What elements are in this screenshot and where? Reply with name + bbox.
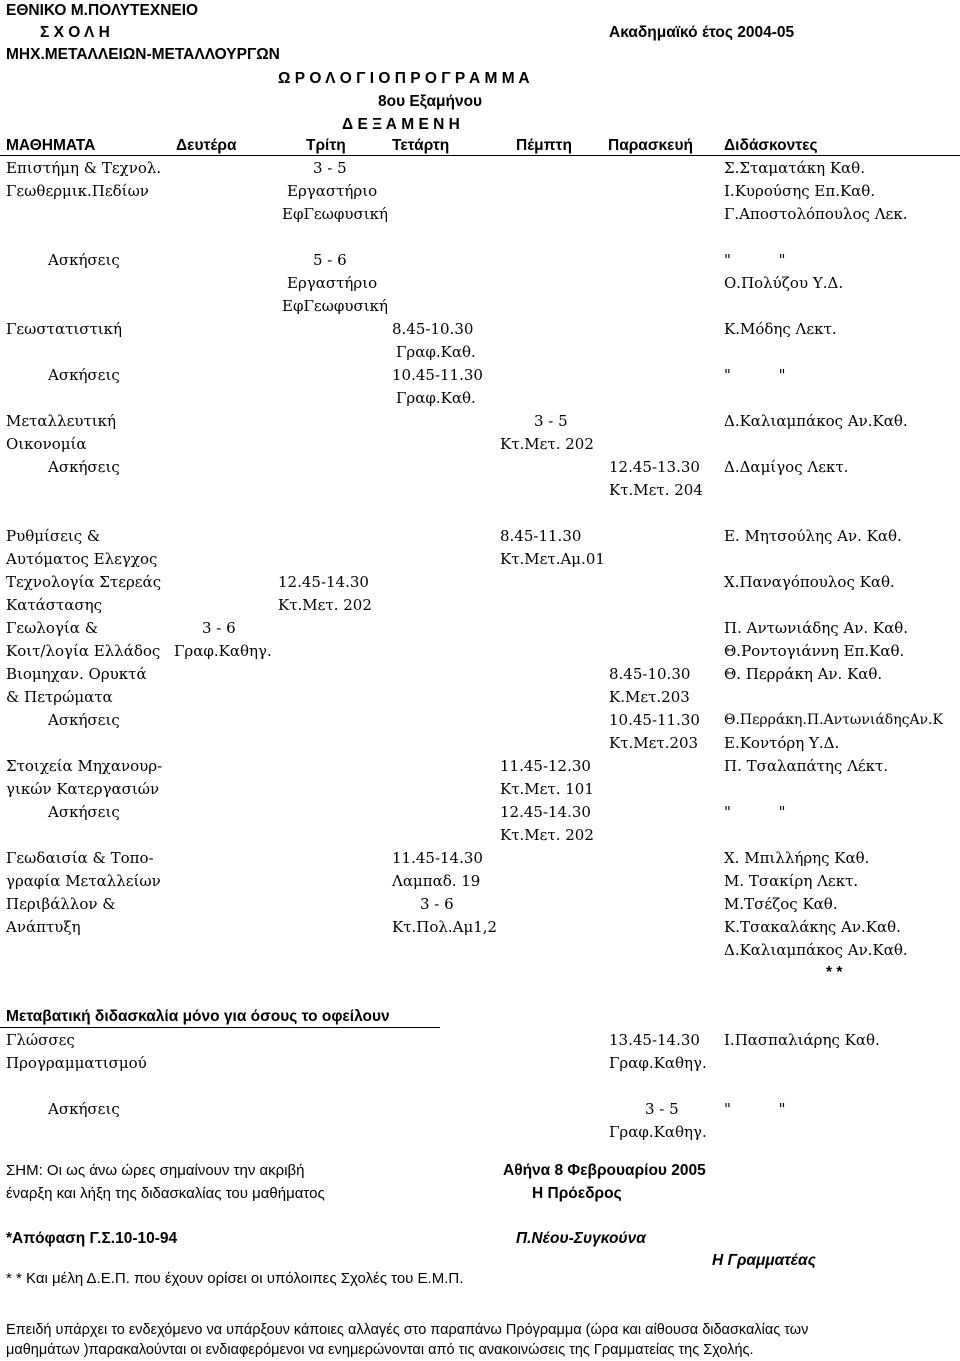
cell-text: Σ.Σταματάκη Καθ. (724, 159, 865, 177)
cell-text: Ι.Κυρούσης Επ.Καθ. (724, 182, 876, 200)
cell-text: Ι.Πασπαλιάρης Καθ. (724, 1031, 880, 1049)
cell-text: Δ.Καλιαμπάκος Αν.Καθ. (724, 941, 908, 959)
cell-text: Κοιτ/λογία Ελλάδος (6, 642, 161, 660)
cell-text: γικών Κατεργασιών (6, 780, 160, 798)
cell-text: " " (724, 1100, 786, 1118)
page-title: Ω Ρ Ο Λ Ο Γ Ι Ο Π Ρ Ο Γ Ρ Α Μ Μ Α (278, 70, 530, 87)
cell-text: Μ.Τσέζος Καθ. (724, 895, 838, 913)
col-header-tuesday: Τρίτη (306, 137, 346, 154)
decision-reference: *Απόφαση Γ.Σ.10-10-94 (6, 1230, 178, 1247)
secretary-title: Η Γραμματέας (712, 1252, 816, 1269)
cell-text: Εργαστήριο (287, 182, 378, 200)
cell-text: Π. Τσαλαπάτης Λέκτ. (724, 757, 889, 775)
cell-text: Ασκήσεις (48, 251, 120, 269)
cell-text: Γ.Αποστολόπουλος Λεκ. (724, 205, 908, 223)
cell-text: 11.45-14.30 (392, 849, 483, 867)
cell-text: Προγραμματισμού (6, 1054, 147, 1072)
cell-text: 12.45-14.30 (500, 803, 591, 821)
cell-text: " " (724, 803, 786, 821)
cell-text: Στοιχεία Μηχανουρ- (6, 757, 163, 775)
cell-text: Ασκήσεις (48, 803, 120, 821)
col-header-monday: Δευτέρα (176, 137, 237, 154)
col-header-subjects: ΜΑΘΗΜΑΤΑ (6, 137, 96, 154)
cell-text: 8.45-10.30 (392, 320, 474, 338)
date-line: Αθήνα 8 Φεβρουαρίου 2005 (503, 1162, 706, 1179)
cell-text: 13.45-14.30 (609, 1031, 700, 1049)
cell-text: Ασκήσεις (48, 711, 120, 729)
cell-text: Ε.Κοντόρη Υ.Δ. (724, 734, 840, 752)
cell-text: Γραφ.Καθηγ. (609, 1123, 707, 1141)
cell-text: 3 - 6 (420, 895, 454, 913)
cell-text: Κατάστασης (6, 596, 103, 614)
cell-text: Περιβάλλον & (6, 895, 116, 913)
cell-text: Βιομηχαν. Ορυκτά (6, 665, 147, 683)
cell-text: Κτ.Μετ.Αμ.01 (500, 550, 605, 568)
col-header-thursday: Πέμπτη (516, 137, 572, 154)
cell-text: Ασκήσεις (48, 458, 120, 476)
cell-text: Κ.Μόδης Λεκτ. (724, 320, 837, 338)
cell-text: 3 - 6 (202, 619, 236, 637)
cell-text: Γραφ.Καθ. (396, 389, 476, 407)
cell-text: Γραφ.Καθ. (396, 343, 476, 361)
cell-text: ΕφΓεωφυσική (282, 205, 388, 223)
cell-text: Κτ.Πολ.Αμ1,2 (392, 918, 498, 936)
disclaimer-line-2: μαθημάτων )παρακαλούνται οι ενδιαφερόμενοι να ενημερώνονται από τις ανακοινώσεις της Γραμματείας της Σχολής. (6, 1342, 754, 1358)
institution-name: ΕΘΝΙΚΟ Μ.ΠΟΛΥΤΕΧΝΕΙΟ (6, 2, 199, 19)
period-label: Δ Ε Ξ Α Μ Ε Ν Η (342, 116, 460, 133)
school-name: ΜΗΧ.ΜΕΤΑΛΛΕΙΩΝ-ΜΕΤΑΛΛΟΥΡΓΩΝ (6, 46, 280, 63)
cell-text: 10.45-11.30 (609, 711, 700, 729)
cell-text: Κτ.Μετ. 204 (609, 481, 703, 499)
cell-text: Γεωστατιστική (6, 320, 123, 338)
cell-text: Γεωδαισία & Τοπο- (6, 849, 154, 867)
cell-text: 10.45-11.30 (392, 366, 483, 384)
cell-text: Μ. Τσακίρη Λεκτ. (724, 872, 859, 890)
cell-text: 5 - 6 (313, 251, 347, 269)
note-line-1: ΣΗΜ: Οι ως άνω ώρες σημαίνουν την ακριβή (6, 1162, 305, 1179)
col-header-wednesday: Τετάρτη (392, 137, 450, 154)
footnote-marker: * * (826, 964, 843, 981)
cell-text: Κτ.Μετ.203 (609, 734, 699, 752)
cell-text: Γλώσσες (6, 1031, 75, 1049)
cell-text: Λαμπαδ. 19 (392, 872, 481, 890)
cell-text: Ανάπτυξη (6, 918, 81, 936)
cell-text: Χ.Παναγόπουλος Καθ. (724, 573, 895, 591)
academic-year: Ακαδημαϊκό έτος 2004-05 (609, 24, 795, 41)
col-header-teachers: Διδάσκοντες (724, 137, 818, 154)
cell-text: Ασκήσεις (48, 1100, 120, 1118)
cell-text: Ασκήσεις (48, 366, 120, 384)
cell-text: 12.45-13.30 (609, 458, 700, 476)
cell-text: " " (724, 251, 786, 269)
cell-text: Μεταλλευτική (6, 412, 117, 430)
cell-text: Εργαστήριο (287, 274, 378, 292)
cell-text: Οικονομία (6, 435, 87, 453)
cell-text: " " (724, 366, 786, 384)
section-divider (0, 1027, 440, 1028)
cell-text: Θ. Περράκη Αν. Καθ. (724, 665, 883, 683)
cell-text: Επιστήμη & Τεχνολ. (6, 159, 162, 177)
cell-text: Π. Αντωνιάδης Αν. Καθ. (724, 619, 909, 637)
cell-text: Ρυθμίσεις & (6, 527, 101, 545)
cell-text: Θ.Ροντογιάννη Επ.Καθ. (724, 642, 905, 660)
cell-text: Ο.Πολύζου Υ.Δ. (724, 274, 844, 292)
cell-text: Γεωθερμικ.Πεδίων (6, 182, 149, 200)
cell-text: 3 - 5 (313, 159, 347, 177)
cell-text: 11.45-12.30 (500, 757, 591, 775)
cell-text: 8.45-11.30 (500, 527, 582, 545)
cell-text: Δ.Δαμίγος Λεκτ. (724, 458, 849, 476)
cell-text: Τεχνολογία Στερεάς (6, 573, 162, 591)
cell-text: γραφία Μεταλλείων (6, 872, 161, 890)
col-header-friday: Παρασκευή (608, 137, 693, 154)
cell-text: Κτ.Μετ. 202 (278, 596, 372, 614)
transitional-heading: Μεταβατική διδασκαλία μόνο για όσους το οφείλουν (6, 1008, 390, 1025)
cell-text: ΕφΓεωφυσική (282, 297, 388, 315)
cell-text: Κτ.Μετ. 202 (500, 826, 594, 844)
cell-text: 3 - 5 (534, 412, 568, 430)
cell-text: 3 - 5 (645, 1100, 679, 1118)
secretary-name: Π.Νέου-Συγκούνα (516, 1230, 646, 1247)
cell-text: & Πετρώματα (6, 688, 113, 706)
semester-label: 8ου Εξαμήνου (378, 93, 483, 110)
header-divider (0, 155, 960, 156)
cell-text: Κ.Μετ.203 (609, 688, 690, 706)
cell-text: Ε. Μητσούλης Αν. Καθ. (724, 527, 902, 545)
cell-text: Κτ.Μετ. 202 (500, 435, 594, 453)
cell-text: 8.45-10.30 (609, 665, 691, 683)
cell-text: Γεωλογία & (6, 619, 99, 637)
cell-text: Χ. Μπιλλήρης Καθ. (724, 849, 870, 867)
cell-text: 12.45-14.30 (278, 573, 369, 591)
members-note: * * Και μέλη Δ.Ε.Π. που έχουν ορίσει οι υπόλοιπες Σχολές του Ε.Μ.Π. (6, 1270, 464, 1287)
disclaimer-line-1: Επειδή υπάρχει το ενδεχόμενο να υπάρξουν κάποιες αλλαγές στο παραπάνω Πρόγραμμα (ώρα και αίθουσα διδασκαλίας των (6, 1322, 809, 1338)
cell-text: Δ.Καλιαμπάκος Αν.Καθ. (724, 412, 908, 430)
cell-text: Κτ.Μετ. 101 (500, 780, 594, 798)
cell-text: Αυτόματος Ελεγχος (6, 550, 158, 568)
school-label: Σ Χ Ο Λ Η (40, 24, 110, 41)
cell-text: Κ.Τσακαλάκης Αν.Καθ. (724, 918, 901, 936)
cell-text: Γραφ.Καθηγ. (609, 1054, 707, 1072)
note-line-2: έναρξη και λήξη της διδασκαλίας του μαθήματος (6, 1185, 325, 1202)
president-title: Η Πρόεδρος (532, 1185, 622, 1202)
cell-text: Γραφ.Καθηγ. (174, 642, 272, 660)
cell-text: Θ.Περράκη.Π.ΑντωνιάδηςΑν.Κ (724, 712, 943, 728)
